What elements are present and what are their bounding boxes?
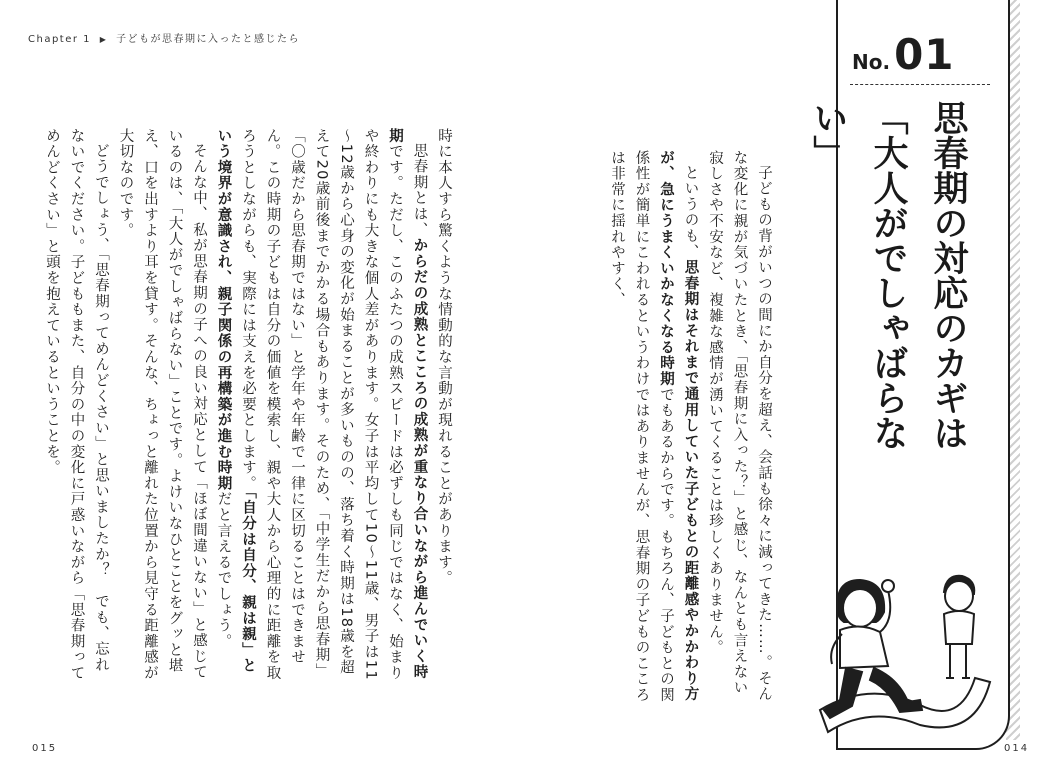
triangle-right-icon: ▶ xyxy=(99,35,108,44)
chapter-title: 子どもが思春期に入ったと感じたら xyxy=(116,34,301,45)
left-page-body xyxy=(44,128,456,688)
paragraph: 時に本人すら驚くような情動的な言動が現れることがあります。 xyxy=(436,128,452,587)
section-title xyxy=(808,100,978,500)
chapter-label: Chapter 1 xyxy=(28,34,92,45)
section-number-value: 01 xyxy=(894,30,955,79)
emphasis: 思春期はそれまで通用していた子どもとの距離感やかかわり方が、急にうまくいかなくなる時期 xyxy=(658,150,699,702)
parent-child-illustration xyxy=(800,560,1010,750)
running-head xyxy=(28,30,300,45)
paragraph: というのも、思春期はそれまで通用していた子どもとの距離感やかかわり方が、急にうまくいかなくなる時期でもあるからです。もちろん、子どもとの関係性が簡単にこわれるというわけではありませんが、思春期の子どものこころは非常に揺れやすく、 xyxy=(609,150,699,703)
section-no-label: No. xyxy=(852,50,891,74)
emphasis: からだの成熟とこころの成熟が重なり合いながら進んでいく時期 xyxy=(387,128,428,680)
child-figure xyxy=(944,576,974,678)
paragraph: 思春期とは、からだの成熟とこころの成熟が重なり合いながら進んでいく時期です。ただし、このふたつの成熟スピードは必ずしも同じではなく、始まりや終わりにも大きな個人差があります。女子は平均して10～11歳、男子は11～12歳から心身の変化が始まることが多いものの、落ち着く時期は18歳を超えて20歳前後までかかる場合もあります。そのため、「中学生だから思春期」「〇歳だから思春期ではない」と学年や年齢で一律に区切ることはできません。この時期の子どもは自分の価値を模索し、親や大人から心理的に距離を取ろうとしながらも、実際には支えを必要とします。「自分は自分、親は親」という境界が意識され、親子関係の再構築が進む時期だと言えるでしょう。 xyxy=(215,128,428,682)
section-title-line2: 「大人がでしゃばらない」 xyxy=(808,100,908,450)
paragraph: 子どもの背がいつの間にか自分を超え、会話も徐々に減ってきた……。そんな変化に親が気づいたとき、「思春期に入った？」と感じ、なんとも言えない寂しさや不安など、複雑な感情が湧いてくることは珍しくありません。 xyxy=(707,150,772,702)
section-number xyxy=(852,30,992,79)
dashed-divider xyxy=(850,84,990,85)
section-title-line1: 思春期の対応のカギは xyxy=(928,100,968,450)
paragraph: どうでしょう、「思春期ってめんどくさい」と思いましたか？ でも、忘れないでください。子どももまた、自分の中の変化に戸惑いながら「思春期ってめんどくさい」と頭を抱えているということを。 xyxy=(44,128,109,681)
page-number-right: 014 xyxy=(1004,743,1030,754)
emphasis: 「自分は自分、親は親」という境界が意識され、親子関係の再構築が進む時期 xyxy=(215,128,256,674)
paragraph: そんな中、私が思春期の子への良い対応として「ほぼ間違いない」と感じているのは、「大人がでしゃばらない」ことです。よけいなひとことをグッと堪え、口を出すより耳を貸す。そんな、ちょっと離れた位置から見守る距離感が大切なのです。 xyxy=(117,128,207,681)
right-page-body xyxy=(590,150,776,710)
page-number-left: 015 xyxy=(32,743,58,754)
